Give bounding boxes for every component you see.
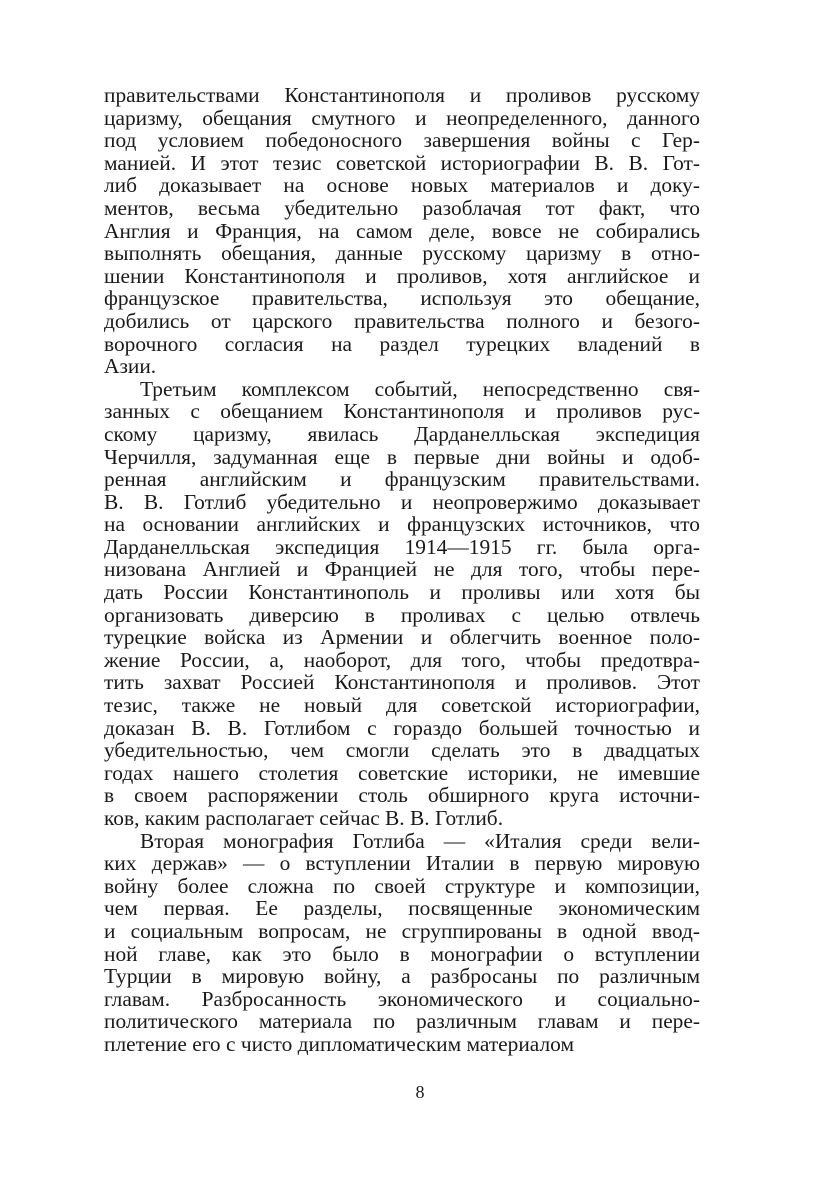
text-line: ворочного согласия на раздел турецких владений в [104, 331, 700, 356]
text-line: тить захват Россией Константинополя и проливов. Этот [104, 670, 700, 695]
text-line: годах нашего столетия советские историки, не имевшие [104, 760, 700, 785]
text-line: низована Англией и Францией не для того, чтобы пере- [104, 557, 700, 582]
text-line: турецкие войска из Армении и облегчить военное поло- [104, 625, 700, 650]
text-line: под условием победоносного завершения войны с Гер- [104, 128, 700, 153]
text-line: убедительностью, чем смогли сделать это в двадцатых [104, 738, 700, 763]
text-line: царизму, обещания смутного и неопределенного, данного [104, 105, 700, 130]
text-line: Вторая монография Готлиба — «Италия среди вели- [140, 828, 700, 853]
text-line: В. В. Готлиб убедительно и неопровержимо доказывает [104, 489, 700, 514]
text-line: правительствами Константинополя и проливов русскому [104, 83, 700, 107]
paragraph [104, 378, 700, 830]
text-line: шении Константинополя и проливов, хотя английское и [104, 263, 700, 288]
text-line: французское правительства, используя это обещание, [104, 286, 700, 311]
text-line: ренная английским и французским правительствами. [104, 467, 700, 492]
text-line: ной главе, как это было в монографии о вступлении [104, 941, 700, 966]
text-line: в своем распоряжении столь обширного круга источни- [104, 783, 700, 808]
text-line: тезис, также не новый для советской историографии, [104, 693, 700, 718]
text-line: плетение его с чисто дипломатическим материалом [104, 1031, 574, 1056]
text-line: ментов, весьма убедительно разоблачая тот факт, что [104, 195, 700, 220]
paragraph [104, 84, 700, 378]
text-line: Дарданелльская экспедиция 1914—1915 гг. была орга- [104, 534, 700, 559]
text-line: доказан В. В. Готлибом с гораздо большей точностью и [104, 715, 700, 740]
text-line: политического материала по различным главам и пере- [104, 1009, 700, 1034]
paragraph [104, 830, 700, 1056]
text-line: добились от царского правительства полного и безого- [104, 308, 700, 333]
page-number: 8 [415, 1082, 425, 1102]
text-line: главам. Разбросанность экономического и социально- [104, 986, 700, 1011]
text-line: дать России Константинополь и проливы или хотя бы [104, 580, 700, 605]
text-line: ков, каким располагает сейчас В. В. Готлиб. [104, 806, 504, 830]
text-line: жение России, а, наоборот, для того, чтобы предотвра- [104, 647, 700, 672]
text-line: на основании английских и французских источников, что [104, 512, 700, 537]
text-line: выполнять обещания, данные русскому царизму в отно- [104, 241, 700, 266]
text-line: чем первая. Ее разделы, посвященные экономическим [104, 896, 700, 921]
text-line: Азии. [104, 354, 157, 379]
text-line: Турции в мировую войну, а разбросаны по различным [104, 964, 700, 989]
text-line: Англия и Франция, на самом деле, вовсе не собирались [104, 218, 700, 243]
text-line: манией. И этот тезис советской историографии В. В. Гот- [104, 150, 700, 175]
text-line: и социальным вопросам, не сгруппированы в одной ввод- [104, 918, 700, 943]
text-line: организовать диверсию в проливах с целью отвлечь [104, 602, 700, 627]
text-line: ких держав» — о вступлении Италии в первую мировую [104, 851, 700, 876]
text-line: Черчилля, задуманная еще в первые дни войны и одоб- [104, 444, 700, 469]
text-line: либ доказывает на основе новых материалов и доку- [104, 173, 700, 198]
text-line: Третьим комплексом событий, непосредственно свя- [140, 376, 700, 401]
text-line: занных с обещанием Константинополя и проливов рус- [104, 399, 700, 424]
body-text [104, 84, 700, 1056]
text-line: войну более сложна по своей структуре и композиции, [104, 873, 700, 898]
text-line: скому царизму, явилась Дарданелльская экспедиция [104, 421, 700, 446]
